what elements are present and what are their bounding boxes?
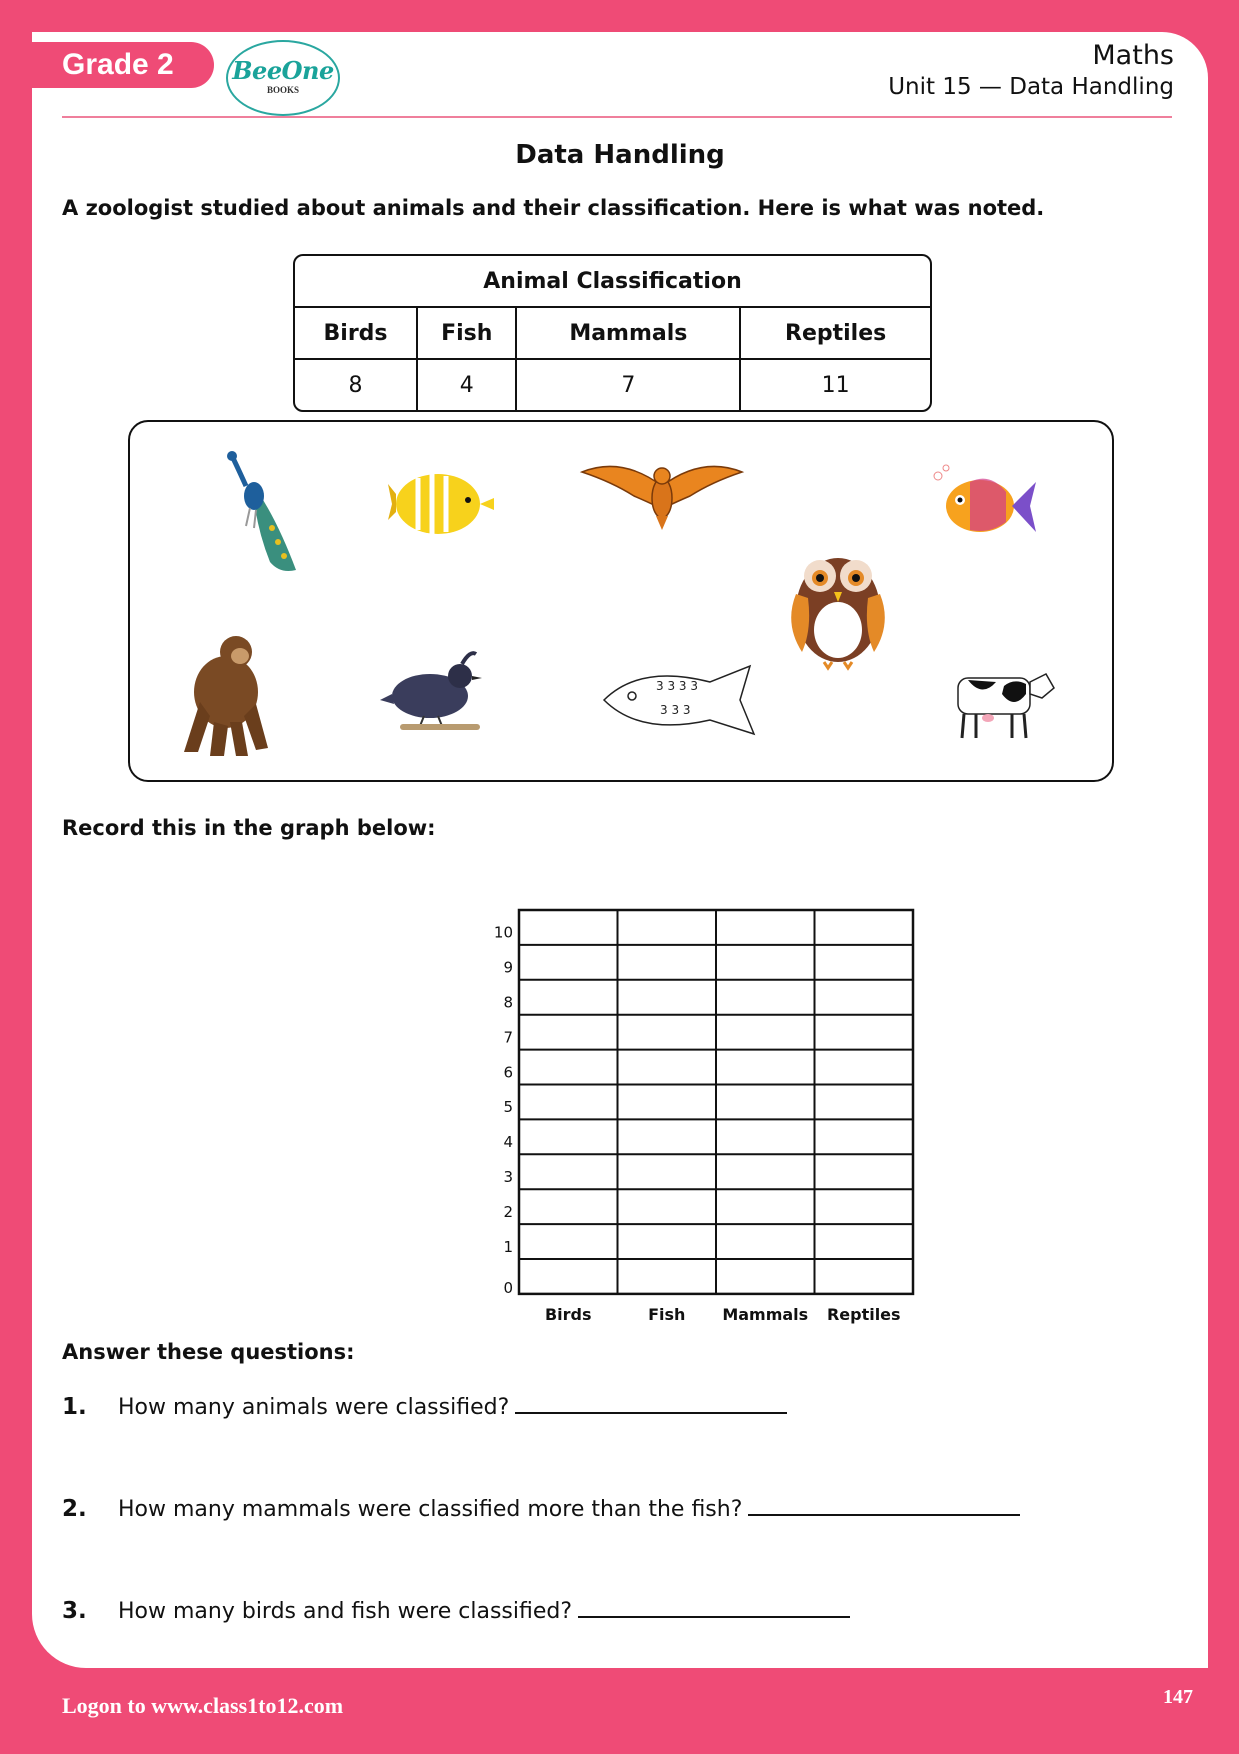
y-tick-label: 7 (503, 1028, 513, 1047)
y-tick-label: 1 (503, 1237, 513, 1256)
beeone-logo (226, 40, 340, 116)
peacock-icon (218, 452, 318, 576)
table-cell: 11 (821, 372, 850, 398)
y-tick-label: 0 (503, 1278, 513, 1297)
subject-title: Maths (1092, 40, 1174, 71)
x-category-label: Mammals (722, 1304, 809, 1324)
chimpanzee-icon (170, 632, 270, 758)
y-tick-label: 2 (503, 1202, 513, 1221)
y-tick-label: 10 (493, 923, 513, 942)
answer-blank[interactable] (748, 1496, 1020, 1516)
unit-title: Unit 15 — Data Handling (888, 74, 1174, 100)
y-tick-label: 9 (503, 958, 513, 977)
page-number: 147 (1163, 1686, 1193, 1708)
intro-text: A zoologist studied about animals and their classification. Here is what was noted. (62, 196, 1045, 220)
question-text: How many birds and fish were classified? (118, 1599, 573, 1624)
table-cell: 4 (418, 360, 517, 410)
question-text: How many animals were classified? (118, 1395, 510, 1420)
page-title: Data Handling (515, 140, 725, 170)
svg-text:3 3 3: 3 3 3 (660, 703, 691, 717)
worksheet-page (32, 32, 1208, 1668)
animal-picture-box (128, 420, 1114, 782)
table-header: Birds (295, 308, 418, 360)
questions-heading: Answer these questions: (62, 1340, 355, 1364)
logo-subtext: BOOKS (266, 85, 299, 95)
y-tick-label: 3 (503, 1167, 513, 1186)
svg-text:3 3 3 3: 3 3 3 3 (656, 679, 698, 693)
y-tick-label: 5 (503, 1098, 513, 1117)
question-number: 1. (62, 1394, 87, 1420)
question-number: 3. (62, 1598, 87, 1624)
eagle-icon (582, 456, 742, 532)
question-2 (62, 1496, 1020, 1522)
question-3 (62, 1598, 850, 1624)
record-prompt: Record this in the graph below: (62, 816, 436, 840)
y-tick-label: 6 (503, 1063, 513, 1082)
answer-blank[interactable] (578, 1598, 850, 1618)
table-cell: 7 (517, 360, 741, 410)
question-1 (62, 1394, 787, 1420)
blank-bar-graph (412, 874, 901, 1324)
table-header: Mammals (517, 308, 741, 360)
y-tick-label: 4 (503, 1133, 513, 1152)
logo-text: BeeOne (232, 56, 334, 85)
table-header: Fish (418, 308, 517, 360)
question-number: 2. (62, 1496, 87, 1522)
x-category-label: Reptiles (826, 1304, 901, 1324)
footer-website: Logon to www.class1to12.com (62, 1693, 344, 1718)
y-tick-label: 8 (503, 993, 513, 1012)
grade-badge: Grade 2 (32, 42, 214, 88)
table-header: Reptiles (741, 308, 930, 360)
rainbow-fish-icon (930, 462, 1040, 542)
table-cell: 8 (295, 360, 418, 410)
question-text: How many mammals were classified more than the fish? (118, 1497, 743, 1522)
classification-table (293, 254, 932, 412)
owl-icon (786, 534, 890, 670)
quail-icon (380, 650, 490, 732)
table-caption: Animal Classification (295, 256, 930, 308)
x-category-label: Fish (648, 1304, 686, 1324)
butterflyfish-icon (388, 464, 498, 540)
answer-blank[interactable] (515, 1394, 787, 1414)
header-divider (62, 116, 1172, 118)
cow-icon (948, 664, 1058, 740)
x-category-label: Birds (544, 1304, 592, 1324)
fish-outline-icon (600, 662, 760, 738)
